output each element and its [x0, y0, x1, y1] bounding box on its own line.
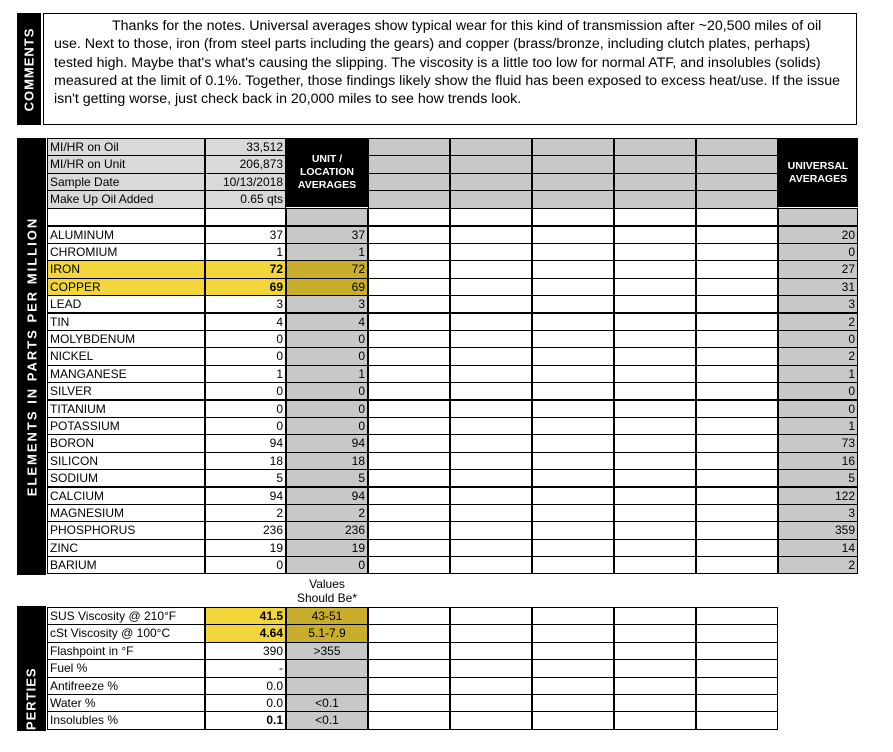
element-universal-avg-cell: 16 [778, 452, 858, 470]
values-note-line2: Should Be* [296, 591, 358, 605]
element-universal-avg-cell: 3 [778, 504, 858, 522]
element-value-cell: 3 [205, 295, 286, 313]
empty-history-cell [450, 417, 532, 435]
element-name-cell: SILVER [47, 382, 205, 400]
empty-history-cell [368, 313, 450, 331]
property-value-cell: 390 [205, 642, 286, 660]
empty-history-cell [614, 677, 696, 695]
empty-history-cell [696, 607, 778, 625]
element-unit-avg-cell: 0 [286, 347, 368, 365]
element-universal-avg-cell: 1 [778, 365, 858, 383]
empty-history-cell [614, 452, 696, 470]
empty-history-cell [614, 260, 696, 278]
element-value-cell: 69 [205, 278, 286, 296]
empty-history-cell [696, 556, 778, 574]
element-name-cell: IRON [47, 260, 205, 278]
property-value-cell: 0.0 [205, 677, 286, 695]
empty-history-cell [696, 487, 778, 505]
element-name-cell: SODIUM [47, 469, 205, 487]
empty-history-cell [532, 556, 614, 574]
property-name-cell: Fuel % [47, 659, 205, 677]
property-value-cell: 0.1 [205, 711, 286, 729]
element-unit-avg-cell: 2 [286, 504, 368, 522]
empty-history-cell [368, 138, 450, 156]
property-should-be-cell: 5.1-7.9 [286, 624, 368, 642]
element-value-cell: 72 [205, 260, 286, 278]
property-name-cell: Antifreeze % [47, 677, 205, 695]
empty-history-cell [614, 469, 696, 487]
empty-history-cell [532, 659, 614, 677]
element-universal-avg-cell: 1 [778, 417, 858, 435]
empty-history-cell [696, 173, 778, 191]
unit-avg-header-text: UNIT / LOCATION AVERAGES [297, 153, 357, 191]
empty-history-cell [532, 208, 614, 226]
empty-history-cell [450, 521, 532, 539]
element-value-cell: 0 [205, 347, 286, 365]
header-label-cell: MI/HR on Oil [47, 138, 205, 156]
empty-history-cell [614, 659, 696, 677]
element-unit-avg-cell: 72 [286, 260, 368, 278]
empty-history-cell [450, 434, 532, 452]
empty-history-cell [696, 243, 778, 261]
element-name-cell: MANGANESE [47, 365, 205, 383]
element-name-cell: CALCIUM [47, 487, 205, 505]
empty-history-cell [368, 504, 450, 522]
empty-history-cell [614, 487, 696, 505]
empty-history-cell [696, 694, 778, 712]
elements-section-label [17, 138, 46, 575]
property-should-be-cell [286, 677, 368, 695]
properties-label-text: ROPERTIES [24, 667, 39, 752]
element-value-cell: 236 [205, 521, 286, 539]
comments-section-label [17, 13, 41, 125]
empty-history-cell [696, 382, 778, 400]
element-name-cell: NICKEL [47, 347, 205, 365]
element-unit-avg-cell: 1 [286, 243, 368, 261]
empty-history-cell [614, 155, 696, 173]
element-unit-avg-cell: 4 [286, 313, 368, 331]
empty-history-cell [532, 642, 614, 660]
header-label-cell: Sample Date [47, 173, 205, 191]
values-note-line1: Values [309, 577, 345, 591]
empty-history-cell [532, 243, 614, 261]
empty-history-cell [368, 417, 450, 435]
header-value-cell: 10/13/2018 [205, 173, 286, 191]
empty-history-cell [368, 278, 450, 296]
property-name-cell: cSt Viscosity @ 100°C [47, 624, 205, 642]
empty-history-cell [450, 190, 532, 208]
empty-history-cell [368, 642, 450, 660]
empty-history-cell [450, 556, 532, 574]
empty-history-cell [368, 347, 450, 365]
empty-history-cell [450, 504, 532, 522]
empty-history-cell [614, 642, 696, 660]
empty-history-cell [696, 208, 778, 226]
empty-history-cell [614, 607, 696, 625]
blank-universal-cell [778, 208, 858, 226]
empty-history-cell [696, 313, 778, 331]
element-value-cell: 0 [205, 330, 286, 348]
empty-history-cell [532, 434, 614, 452]
empty-history-cell [696, 504, 778, 522]
empty-history-cell [368, 434, 450, 452]
empty-history-cell [450, 400, 532, 418]
empty-history-cell [614, 624, 696, 642]
element-value-cell: 94 [205, 434, 286, 452]
comments-text: Thanks for the notes. Universal averages show typical wear for this kind of transmission after ~20,500 miles of oil use. Next to those, iron (from steel parts including the gears) and copper (brass/bronze, including clutch plates, perhaps) tested high. Maybe that's what's causing the slipping. The viscosity is a little too low for normal ATF, and insolubles (solids) measured at the limit of 0.1%. Together, those findings likely show the fluid has been exposed to excess heat/use. If the issue isn't getting worse, just check back in 20,000 miles to see how trends look. [54, 18, 841, 108]
empty-history-cell [532, 313, 614, 331]
element-value-cell: 94 [205, 487, 286, 505]
property-value-cell: 0.0 [205, 694, 286, 712]
empty-history-cell [368, 365, 450, 383]
element-value-cell: 1 [205, 243, 286, 261]
empty-history-cell [450, 642, 532, 660]
element-value-cell: 0 [205, 400, 286, 418]
empty-history-cell [450, 487, 532, 505]
empty-history-cell [450, 260, 532, 278]
empty-history-cell [614, 138, 696, 156]
element-name-cell: MOLYBDENUM [47, 330, 205, 348]
empty-history-cell [532, 607, 614, 625]
element-universal-avg-cell: 122 [778, 487, 858, 505]
element-universal-avg-cell: 31 [778, 278, 858, 296]
empty-history-cell [450, 243, 532, 261]
empty-history-cell [614, 521, 696, 539]
header-value-cell: 206,873 [205, 155, 286, 173]
element-universal-avg-cell: 2 [778, 313, 858, 331]
empty-history-cell [368, 539, 450, 557]
empty-history-cell [614, 347, 696, 365]
empty-history-cell [614, 278, 696, 296]
empty-history-cell [532, 138, 614, 156]
redacted-name [54, 20, 112, 30]
element-name-cell: TIN [47, 313, 205, 331]
element-universal-avg-cell: 359 [778, 521, 858, 539]
empty-history-cell [532, 278, 614, 296]
empty-history-cell [614, 434, 696, 452]
element-unit-avg-cell: 19 [286, 539, 368, 557]
element-value-cell: 18 [205, 452, 286, 470]
header-value-cell: 33,512 [205, 138, 286, 156]
empty-history-cell [368, 400, 450, 418]
element-value-cell: 2 [205, 504, 286, 522]
property-name-cell: SUS Viscosity @ 210°F [47, 607, 205, 625]
empty-history-cell [696, 278, 778, 296]
empty-history-cell [368, 487, 450, 505]
element-name-cell: COPPER [47, 278, 205, 296]
empty-history-cell [532, 694, 614, 712]
empty-history-cell [532, 624, 614, 642]
element-universal-avg-cell: 2 [778, 556, 858, 574]
empty-history-cell [532, 417, 614, 435]
empty-history-cell [368, 208, 450, 226]
property-should-be-cell: <0.1 [286, 711, 368, 729]
element-unit-avg-cell: 1 [286, 365, 368, 383]
empty-history-cell [532, 260, 614, 278]
element-value-cell: 0 [205, 417, 286, 435]
empty-history-cell [450, 607, 532, 625]
empty-history-cell [450, 313, 532, 331]
empty-history-cell [368, 607, 450, 625]
element-universal-avg-cell: 0 [778, 382, 858, 400]
element-universal-avg-cell: 27 [778, 260, 858, 278]
blank-label-cell [47, 208, 205, 226]
empty-history-cell [450, 173, 532, 191]
empty-history-cell [450, 155, 532, 173]
empty-history-cell [696, 642, 778, 660]
property-name-cell: Flashpoint in °F [47, 642, 205, 660]
header-label-cell: MI/HR on Unit [47, 155, 205, 173]
empty-history-cell [368, 659, 450, 677]
empty-history-cell [696, 226, 778, 244]
empty-history-cell [450, 452, 532, 470]
empty-history-cell [450, 677, 532, 695]
empty-history-cell [532, 330, 614, 348]
empty-history-cell [450, 226, 532, 244]
header-value-cell: 0.65 qts [205, 190, 286, 208]
empty-history-cell [614, 208, 696, 226]
comments-box [43, 13, 857, 125]
unit-location-averages-header [286, 138, 368, 207]
element-value-cell: 0 [205, 382, 286, 400]
empty-history-cell [696, 365, 778, 383]
empty-history-cell [532, 504, 614, 522]
empty-history-cell [450, 711, 532, 729]
empty-history-cell [532, 226, 614, 244]
empty-history-cell [696, 659, 778, 677]
empty-history-cell [450, 382, 532, 400]
element-unit-avg-cell: 37 [286, 226, 368, 244]
empty-history-cell [368, 190, 450, 208]
empty-history-cell [368, 452, 450, 470]
empty-history-cell [450, 365, 532, 383]
element-unit-avg-cell: 5 [286, 469, 368, 487]
empty-history-cell [696, 295, 778, 313]
empty-history-cell [368, 469, 450, 487]
empty-history-cell [614, 330, 696, 348]
element-name-cell: BARIUM [47, 556, 205, 574]
element-universal-avg-cell: 3 [778, 295, 858, 313]
element-unit-avg-cell: 236 [286, 521, 368, 539]
empty-history-cell [368, 624, 450, 642]
empty-history-cell [614, 243, 696, 261]
empty-history-cell [450, 278, 532, 296]
empty-history-cell [450, 694, 532, 712]
element-name-cell: ALUMINUM [47, 226, 205, 244]
element-name-cell: BORON [47, 434, 205, 452]
empty-history-cell [614, 382, 696, 400]
element-unit-avg-cell: 94 [286, 434, 368, 452]
property-value-cell: 4.64 [205, 624, 286, 642]
empty-history-cell [532, 173, 614, 191]
empty-history-cell [450, 295, 532, 313]
empty-history-cell [532, 469, 614, 487]
header-label-cell: Make Up Oil Added [47, 190, 205, 208]
element-name-cell: SILICON [47, 452, 205, 470]
empty-history-cell [532, 487, 614, 505]
empty-history-cell [614, 711, 696, 729]
empty-history-cell [532, 365, 614, 383]
property-value-cell: 41.5 [205, 607, 286, 625]
empty-history-cell [368, 330, 450, 348]
element-name-cell: LEAD [47, 295, 205, 313]
empty-history-cell [368, 556, 450, 574]
property-should-be-cell: 43-51 [286, 607, 368, 625]
elements-label-text: ELEMENTS IN PARTS PER MILLION [24, 216, 39, 497]
empty-history-cell [532, 155, 614, 173]
element-name-cell: MAGNESIUM [47, 504, 205, 522]
empty-history-cell [696, 452, 778, 470]
element-name-cell: CHROMIUM [47, 243, 205, 261]
empty-history-cell [696, 539, 778, 557]
property-name-cell: Insolubles % [47, 711, 205, 729]
comments-label-text: COMMENTS [21, 27, 37, 111]
blank-unit-cell [286, 208, 368, 226]
empty-history-cell [532, 452, 614, 470]
empty-history-cell [614, 190, 696, 208]
element-value-cell: 0 [205, 556, 286, 574]
element-unit-avg-cell: 3 [286, 295, 368, 313]
empty-history-cell [532, 677, 614, 695]
empty-history-cell [368, 711, 450, 729]
element-name-cell: ZINC [47, 539, 205, 557]
empty-history-cell [368, 155, 450, 173]
empty-history-cell [614, 694, 696, 712]
empty-history-cell [696, 190, 778, 208]
empty-history-cell [614, 295, 696, 313]
empty-history-cell [450, 624, 532, 642]
empty-history-cell [614, 226, 696, 244]
empty-history-cell [696, 330, 778, 348]
empty-history-cell [450, 138, 532, 156]
empty-history-cell [614, 504, 696, 522]
empty-history-cell [696, 260, 778, 278]
empty-history-cell [450, 330, 532, 348]
element-universal-avg-cell: 0 [778, 243, 858, 261]
empty-history-cell [696, 677, 778, 695]
element-value-cell: 19 [205, 539, 286, 557]
blank-value-cell [205, 208, 286, 226]
empty-history-cell [696, 400, 778, 418]
empty-history-cell [614, 417, 696, 435]
empty-history-cell [450, 208, 532, 226]
empty-history-cell [614, 365, 696, 383]
empty-history-cell [532, 382, 614, 400]
empty-history-cell [368, 243, 450, 261]
empty-history-cell [614, 539, 696, 557]
empty-history-cell [614, 313, 696, 331]
empty-history-cell [696, 469, 778, 487]
element-value-cell: 1 [205, 365, 286, 383]
element-universal-avg-cell: 5 [778, 469, 858, 487]
element-unit-avg-cell: 0 [286, 400, 368, 418]
property-value-cell: - [205, 659, 286, 677]
empty-history-cell [450, 469, 532, 487]
empty-history-cell [696, 434, 778, 452]
empty-history-cell [614, 400, 696, 418]
universal-averages-header [778, 138, 858, 207]
element-universal-avg-cell: 20 [778, 226, 858, 244]
element-universal-avg-cell: 0 [778, 330, 858, 348]
element-name-cell: TITANIUM [47, 400, 205, 418]
element-unit-avg-cell: 0 [286, 330, 368, 348]
empty-history-cell [368, 677, 450, 695]
empty-history-cell [532, 539, 614, 557]
empty-history-cell [368, 382, 450, 400]
empty-history-cell [532, 295, 614, 313]
empty-history-cell [614, 556, 696, 574]
element-name-cell: POTASSIUM [47, 417, 205, 435]
empty-history-cell [368, 521, 450, 539]
values-should-be-note [286, 577, 368, 605]
empty-history-cell [696, 624, 778, 642]
element-universal-avg-cell: 0 [778, 400, 858, 418]
empty-history-cell [532, 711, 614, 729]
element-universal-avg-cell: 14 [778, 539, 858, 557]
element-universal-avg-cell: 2 [778, 347, 858, 365]
empty-history-cell [696, 711, 778, 729]
element-unit-avg-cell: 69 [286, 278, 368, 296]
universal-avg-header-text: UNIVERSAL AVERAGES [787, 159, 849, 185]
empty-history-cell [532, 347, 614, 365]
empty-history-cell [532, 521, 614, 539]
element-unit-avg-cell: 94 [286, 487, 368, 505]
element-universal-avg-cell: 73 [778, 434, 858, 452]
empty-history-cell [696, 417, 778, 435]
empty-history-cell [450, 539, 532, 557]
empty-history-cell [368, 173, 450, 191]
element-value-cell: 37 [205, 226, 286, 244]
empty-history-cell [696, 521, 778, 539]
element-unit-avg-cell: 0 [286, 556, 368, 574]
property-should-be-cell: <0.1 [286, 694, 368, 712]
empty-history-cell [368, 295, 450, 313]
element-name-cell: PHOSPHORUS [47, 521, 205, 539]
empty-history-cell [368, 694, 450, 712]
empty-history-cell [696, 155, 778, 173]
empty-history-cell [696, 347, 778, 365]
element-value-cell: 4 [205, 313, 286, 331]
empty-history-cell [450, 659, 532, 677]
empty-history-cell [450, 347, 532, 365]
empty-history-cell [696, 138, 778, 156]
element-value-cell: 5 [205, 469, 286, 487]
empty-history-cell [532, 400, 614, 418]
property-name-cell: Water % [47, 694, 205, 712]
element-unit-avg-cell: 0 [286, 382, 368, 400]
element-unit-avg-cell: 18 [286, 452, 368, 470]
properties-section-label [17, 606, 46, 752]
property-should-be-cell [286, 659, 368, 677]
empty-history-cell [614, 173, 696, 191]
empty-history-cell [368, 260, 450, 278]
property-should-be-cell: >355 [286, 642, 368, 660]
empty-history-cell [368, 226, 450, 244]
element-unit-avg-cell: 0 [286, 417, 368, 435]
empty-history-cell [532, 190, 614, 208]
